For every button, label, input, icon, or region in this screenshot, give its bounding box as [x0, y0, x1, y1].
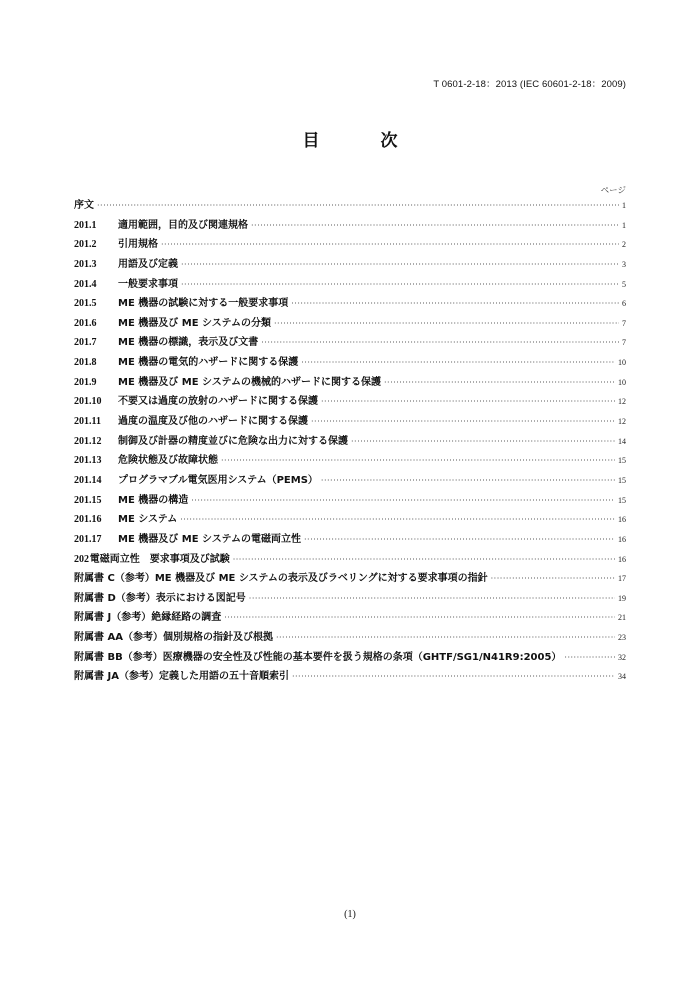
toc-entry-number: 201.11 [74, 416, 101, 428]
toc-entry-title: 附属書 D（参考）表示における図記号 [74, 592, 246, 604]
toc-entry[interactable] [74, 255, 626, 275]
toc-entry-number: 202 [74, 553, 89, 565]
toc-entry-page: 16 [618, 534, 626, 544]
toc-dot-leader [384, 378, 615, 387]
toc-entry-number: 201.13 [74, 455, 102, 467]
toc-entry[interactable] [74, 471, 626, 491]
table-of-contents [74, 196, 626, 687]
toc-entry[interactable] [74, 491, 626, 511]
toc-dot-leader [276, 633, 615, 642]
toc-entry[interactable] [74, 648, 626, 668]
toc-dot-leader [161, 240, 619, 249]
toc-entry[interactable] [74, 608, 626, 628]
toc-entry[interactable] [74, 628, 626, 648]
toc-entry-page: 21 [618, 613, 626, 623]
page-title: 目 次 [302, 131, 420, 151]
toc-dot-leader [321, 476, 615, 485]
toc-entry-page: 23 [618, 633, 626, 643]
toc-dot-leader [181, 260, 619, 269]
toc-entry[interactable] [74, 216, 626, 236]
toc-dot-leader [321, 397, 615, 406]
toc-entry[interactable] [74, 235, 626, 255]
toc-entry[interactable] [74, 196, 626, 216]
toc-dot-leader [261, 338, 619, 347]
toc-entry-title: 適用範囲，目的及び関連規格 [118, 219, 248, 231]
toc-entry-number: 201.7 [74, 337, 97, 349]
toc-entry-page: 15 [618, 495, 626, 505]
toc-dot-leader [97, 201, 619, 210]
toc-dot-leader [274, 319, 619, 328]
toc-entry-title: ME 機器及び ME システムの機械的ハザードに関する保護 [118, 376, 382, 388]
toc-entry-number: 201.16 [74, 514, 102, 526]
toc-entry[interactable] [74, 353, 626, 373]
toc-entry-page: 10 [618, 358, 626, 368]
page-number: (1) [344, 909, 356, 920]
toc-entry-page: 1 [622, 201, 626, 210]
toc-dot-leader [224, 613, 615, 622]
toc-entry[interactable] [74, 510, 626, 530]
toc-dot-leader [304, 535, 615, 544]
toc-entry-number: 201.15 [74, 494, 102, 506]
toc-dot-leader [351, 437, 615, 446]
toc-entry-page: 15 [618, 456, 626, 466]
toc-entry-page: 34 [618, 672, 626, 682]
toc-entry[interactable] [74, 412, 626, 432]
toc-entry-title: ME 機器の標識，表示及び文書 [118, 337, 259, 349]
toc-entry-page: 5 [622, 279, 626, 289]
toc-entry[interactable] [74, 530, 626, 550]
toc-entry-page: 16 [618, 554, 626, 564]
toc-entry-title: 用語及び定義 [118, 258, 178, 270]
toc-entry-page: 7 [622, 318, 626, 328]
toc-entry-title: 危険状態及び故障状態 [118, 455, 218, 467]
toc-entry-title: 一般要求事項 [118, 278, 178, 290]
toc-dot-leader [301, 358, 615, 367]
toc-dot-leader [249, 594, 615, 603]
toc-entry-title: 附属書 AA（参考）個別規格の指針及び根拠 [74, 632, 273, 644]
toc-entry-number: 201.6 [74, 317, 97, 329]
toc-entry-title: 引用規格 [118, 239, 158, 251]
toc-entry-title: 電磁両立性 要求事項及び試験 [89, 553, 230, 565]
toc-entry-page: 12 [618, 397, 626, 407]
toc-entry-title: 附属書 C（参考）ME 機器及び ME システムの表示及びラベリングに対する要求事項の指針 [74, 573, 488, 585]
toc-entry[interactable] [74, 667, 626, 687]
toc-entry[interactable] [74, 550, 626, 570]
toc-dot-leader [181, 280, 619, 289]
toc-entry[interactable] [74, 432, 626, 452]
toc-entry-page: 19 [618, 593, 626, 603]
toc-entry[interactable] [74, 294, 626, 314]
toc-entry-number: 201.10 [74, 396, 102, 408]
toc-entry-number: 201.4 [74, 278, 97, 290]
toc-entry-number: 201.14 [74, 474, 102, 486]
toc-entry-title: ME 機器の構造 [118, 494, 189, 506]
toc-entry-title: ME システム [118, 514, 178, 526]
toc-entry-title: ME 機器の試験に対する一般要求事項 [118, 298, 289, 310]
toc-entry-title: 制御及び計器の精度並びに危険な出力に対する保護 [118, 435, 348, 447]
toc-entry-number: 201.12 [74, 435, 102, 447]
toc-entry-title: 附属書 J（参考）絶縁経路の調査 [74, 612, 222, 624]
toc-entry-title: 不要又は過度の放射のハザードに関する保護 [118, 396, 318, 408]
toc-entry[interactable] [74, 333, 626, 353]
toc-entry-page: 14 [618, 436, 626, 446]
toc-entry-page: 12 [618, 417, 626, 427]
toc-entry-number: 201.1 [74, 219, 97, 231]
toc-entry-title: ME 機器の電気的ハザードに関する保護 [118, 357, 299, 369]
toc-entry-page: 1 [622, 220, 626, 230]
toc-entry[interactable] [74, 569, 626, 589]
toc-entry-title: 附属書 BB（参考）医療機器の安全性及び性能の基本要件を扱う規格の条項（GHTF/SG1/N41R9:2005） [74, 651, 562, 663]
toc-entry-page: 10 [618, 377, 626, 387]
toc-entry[interactable] [74, 314, 626, 334]
toc-entry-page: 17 [618, 574, 626, 584]
toc-entry-page: 32 [618, 652, 626, 662]
toc-entry-page: 6 [622, 299, 626, 309]
toc-entry-title: プログラマブル電気医用システム（PEMS） [118, 474, 318, 486]
toc-dot-leader [180, 515, 615, 524]
page-column-label: ページ [600, 186, 626, 196]
toc-dot-leader [564, 653, 615, 662]
toc-entry-title: 序文 [74, 200, 94, 211]
toc-entry-title: ME 機器及び ME システムの分類 [118, 317, 272, 329]
toc-dot-leader [491, 574, 615, 583]
toc-entry-title: 過度の温度及び他のハザードに関する保護 [118, 416, 308, 428]
toc-entry[interactable] [74, 373, 626, 393]
toc-entry-page: 15 [618, 475, 626, 485]
toc-entry-page: 3 [622, 259, 626, 269]
toc-entry-page: 2 [622, 240, 626, 250]
toc-entry-page: 7 [622, 338, 626, 348]
toc-entry-number: 201.3 [74, 258, 97, 270]
toc-dot-leader [292, 672, 615, 681]
toc-dot-leader [221, 456, 615, 465]
toc-dot-leader [311, 417, 615, 426]
toc-entry-number: 201.17 [74, 533, 102, 545]
toc-entry[interactable] [74, 275, 626, 295]
toc-dot-leader [291, 299, 619, 308]
toc-dot-leader [191, 496, 615, 505]
toc-entry-title: ME 機器及び ME システムの電磁両立性 [118, 533, 302, 545]
toc-entry-title: 附属書 JA（参考）定義した用語の五十音順索引 [74, 671, 289, 683]
toc-entry-number: 201.5 [74, 298, 97, 310]
toc-entry-page: 16 [618, 515, 626, 525]
toc-dot-leader [251, 221, 619, 230]
standard-code: T 0601-2-18：2013 (IEC 60601-2-18：2009) [433, 79, 626, 90]
toc-entry-number: 201.9 [74, 376, 97, 388]
toc-entry[interactable] [74, 589, 626, 609]
toc-entry[interactable] [74, 392, 626, 412]
toc-dot-leader [233, 555, 615, 564]
toc-entry[interactable] [74, 451, 626, 471]
toc-entry-number: 201.2 [74, 239, 97, 251]
toc-entry-number: 201.8 [74, 357, 97, 369]
